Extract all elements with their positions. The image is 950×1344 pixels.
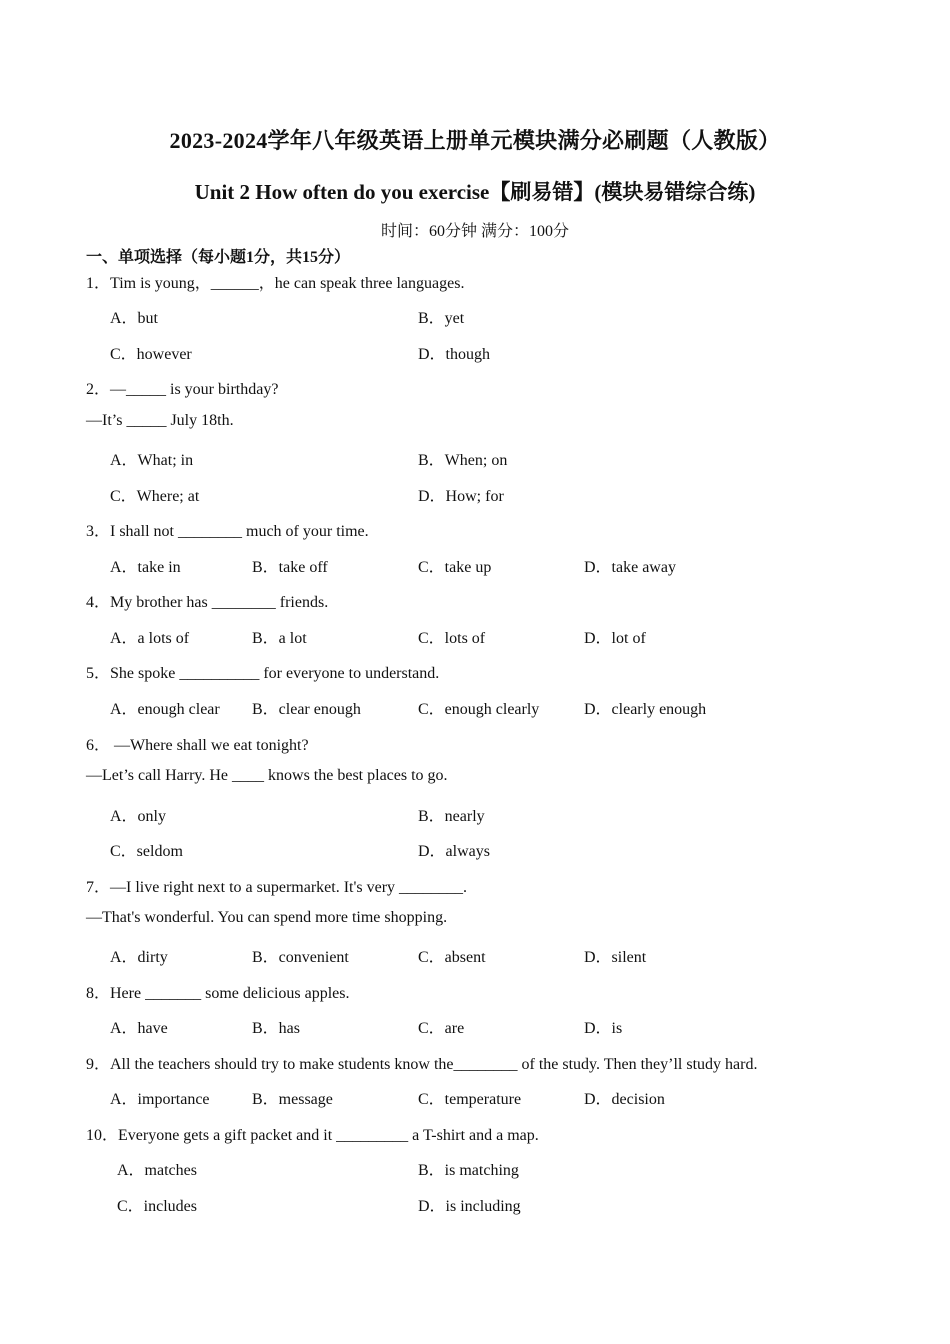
question-7-stem: 7．—I live right next to a supermarket. It's very ________. xyxy=(86,879,468,896)
question-10-option-d: D．is including xyxy=(418,1198,521,1215)
question-1-option-a: A．but xyxy=(110,310,159,327)
document-title: 2023-2024学年八年级英语上册单元模块满分必刷题（人教版） xyxy=(169,128,781,153)
question-2-option-a: A．What; in xyxy=(110,452,194,469)
question-6-option-d: D．always xyxy=(418,843,490,860)
question-1-option-d: D．though xyxy=(418,346,491,363)
question-10-option-a: A．matches xyxy=(117,1162,197,1179)
question-7-option-a: A．dirty xyxy=(110,949,168,966)
question-2-option-d: D．How; for xyxy=(418,488,504,505)
question-7-option-c: C．absent xyxy=(418,949,486,966)
question-1-option-b: B．yet xyxy=(418,310,465,327)
question-1-stem: 1．Tim is young，______，he can speak three languages. xyxy=(86,275,465,292)
question-3-option-b: B．take off xyxy=(252,559,328,576)
question-6-stem: 6． —Where shall we eat tonight? xyxy=(86,737,309,754)
question-8-option-c: C．are xyxy=(418,1020,465,1037)
question-2-option-b: B．When; on xyxy=(418,452,508,469)
question-2-stem: 2．—_____ is your birthday? xyxy=(86,381,279,398)
question-4-option-d: D．lot of xyxy=(584,630,646,647)
question-6-option-b: B．nearly xyxy=(418,808,485,825)
question-5-option-c: C．enough clearly xyxy=(418,701,540,718)
question-8-option-a: A．have xyxy=(110,1020,168,1037)
question-7-stem-reply: —That's wonderful. You can spend more time shopping. xyxy=(86,909,448,926)
question-10-stem: 10．Everyone gets a gift packet and it _________ a T-shirt and a map. xyxy=(86,1127,539,1144)
question-3-option-d: D．take away xyxy=(584,559,676,576)
question-8-option-b: B．has xyxy=(252,1020,301,1037)
question-5-option-b: B．clear enough xyxy=(252,701,361,718)
question-7-option-d: D．silent xyxy=(584,949,647,966)
question-8-stem: 8．Here _______ some delicious apples. xyxy=(86,985,350,1002)
question-3-option-a: A．take in xyxy=(110,559,181,576)
question-2-option-c: C．Where; at xyxy=(110,488,200,505)
question-6-option-c: C．seldom xyxy=(110,843,183,860)
document-subtitle: Unit 2 How often do you exercise【刷易错】(模块易错综合练) xyxy=(194,180,756,204)
question-10-option-b: B．is matching xyxy=(418,1162,519,1179)
question-5-option-a: A．enough clear xyxy=(110,701,220,718)
question-9-option-a: A．importance xyxy=(110,1091,210,1108)
question-3-stem: 3．I shall not ________ much of your time. xyxy=(86,523,369,540)
question-4-option-c: C．lots of xyxy=(418,630,486,647)
question-3-option-c: C．take up xyxy=(418,559,492,576)
question-9-stem: 9．All the teachers should try to make students know the________ of the study. Then they’ll study hard. xyxy=(86,1056,758,1073)
question-8-option-d: D．is xyxy=(584,1020,623,1037)
question-4-option-b: B．a lot xyxy=(252,630,307,647)
question-5-option-d: D．clearly enough xyxy=(584,701,707,718)
question-6-option-a: A．only xyxy=(110,808,167,825)
question-9-option-b: B．message xyxy=(252,1091,333,1108)
section-heading: 一、单项选择（每小题1分，共15分） xyxy=(86,249,351,266)
question-4-option-a: A．a lots of xyxy=(110,630,190,647)
question-1-option-c: C．however xyxy=(110,346,192,363)
question-5-stem: 5．She spoke __________ for everyone to understand. xyxy=(86,665,440,682)
question-6-stem-reply: —Let’s call Harry. He ____ knows the best places to go. xyxy=(86,767,448,784)
question-9-option-c: C．temperature xyxy=(418,1091,522,1108)
question-2-stem-reply: —It’s _____ July 18th. xyxy=(86,412,234,429)
question-9-option-d: D．decision xyxy=(584,1091,665,1108)
question-10-option-c: C．includes xyxy=(117,1198,197,1215)
question-4-stem: 4．My brother has ________ friends. xyxy=(86,594,329,611)
question-7-option-b: B．convenient xyxy=(252,949,349,966)
exam-info: 时间：60分钟 满分：100分 xyxy=(380,223,569,240)
